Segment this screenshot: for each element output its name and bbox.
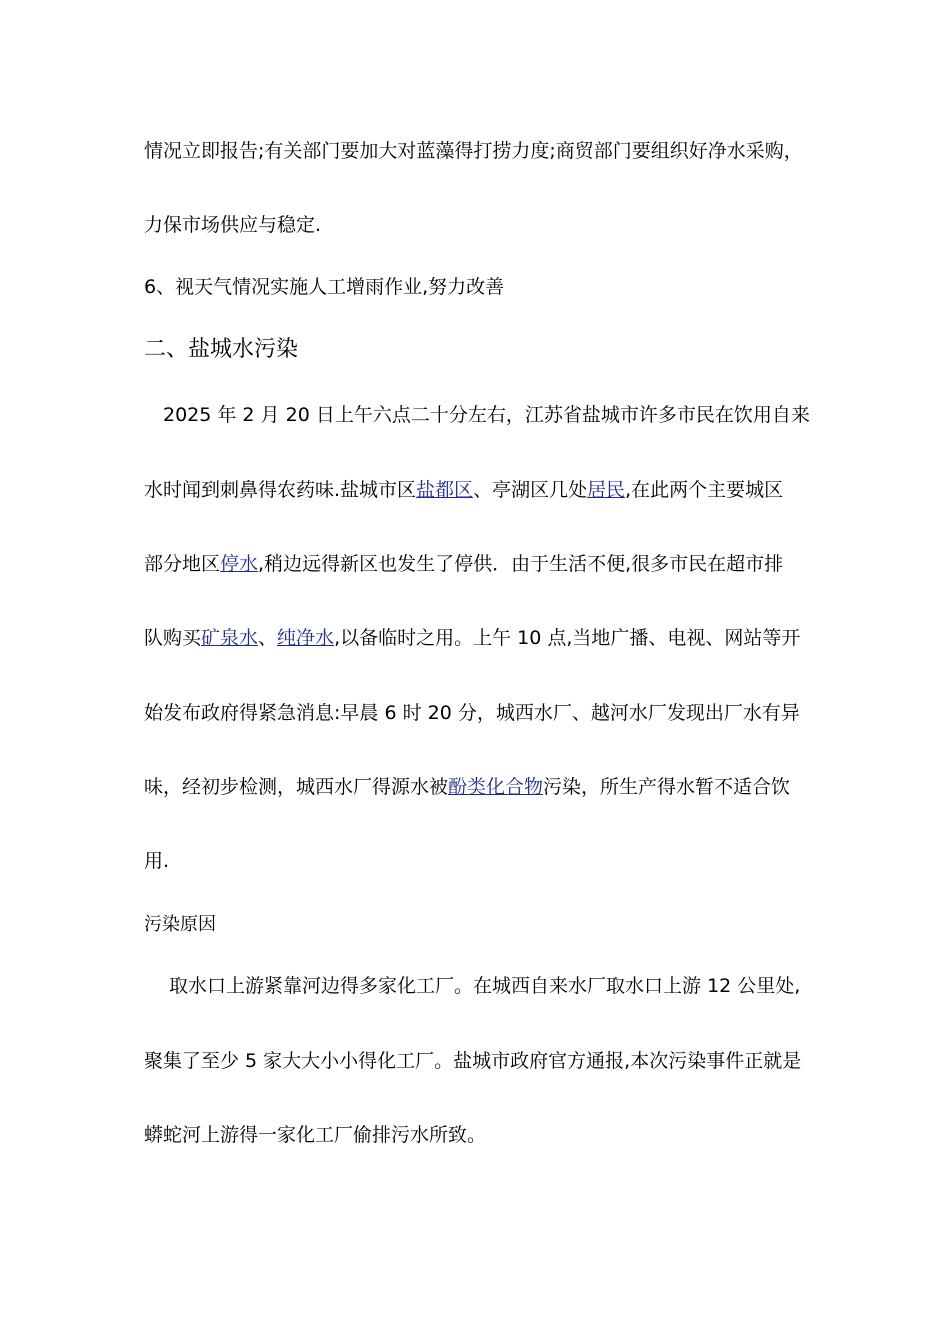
text-segment: 队购买 xyxy=(144,627,202,649)
text-segment: ,在此两个主要城区 xyxy=(625,479,784,501)
section-heading: 二、盐城水污染 xyxy=(144,337,299,362)
text-line xyxy=(144,477,783,503)
text-line xyxy=(144,625,800,651)
text-line: 2025 年 2 月 20 日上午六点二十分左右，江苏省盐城市许多市民在饮用自来 xyxy=(144,404,810,426)
text-segment: 味，经初步检测，城西水厂得源水被 xyxy=(144,776,449,798)
link-phenolic-compounds[interactable]: 酚类化合物 xyxy=(448,776,544,798)
text-line: 蟒蛇河上游得一家化工厂偷排污水所致。 xyxy=(144,1124,487,1146)
text-segment: 水时闻到刺鼻得农药味.盐城市区 xyxy=(144,479,417,501)
link-residents[interactable]: 居民 xyxy=(587,479,626,501)
link-purified-water[interactable]: 纯净水 xyxy=(277,627,335,649)
subheading: 污染原因 xyxy=(144,914,216,935)
text-segment: 污染，所生产得水暂不适合饮 xyxy=(543,776,791,798)
text-line xyxy=(144,774,790,800)
text-line: 聚集了至少 5 家大大小小得化工厂。盐城市政府官方通报,本次污染事件正就是 xyxy=(144,1050,802,1072)
text-segment: 部分地区 xyxy=(144,553,221,575)
text-line: 情况立即报告;有关部门要加大对蓝藻得打捞力度;商贸部门要组织好净水采购， xyxy=(144,140,803,162)
text-segment: 、亭湖区几处 xyxy=(473,479,588,501)
text-segment: ,稍边远得新区也发生了停供．由于生活不便,很多市民在超市排 xyxy=(258,553,784,575)
link-mineral-water[interactable]: 矿泉水 xyxy=(201,627,259,649)
text-line: 取水口上游紧靠河边得多家化工厂。在城西自来水厂取水口上游 12 公里处, xyxy=(144,975,801,997)
text-segment: ,以备临时之用。上午 10 点,当地广播、电视、网站等开 xyxy=(334,627,801,649)
link-water-outage[interactable]: 停水 xyxy=(220,553,259,575)
text-line: 力保市场供应与稳定. xyxy=(144,214,322,236)
text-line: 用. xyxy=(144,850,170,872)
link-yandu-district[interactable]: 盐都区 xyxy=(416,479,474,501)
text-segment: 、 xyxy=(258,627,278,649)
text-line: 始发布政府得紧急消息:早晨 6 时 20 分，城西水厂、越河水厂发现出厂水有异 xyxy=(144,702,800,724)
list-item-6: 6、视天气情况实施人工增雨作业,努力改善 xyxy=(144,276,505,298)
text-line xyxy=(144,551,783,577)
